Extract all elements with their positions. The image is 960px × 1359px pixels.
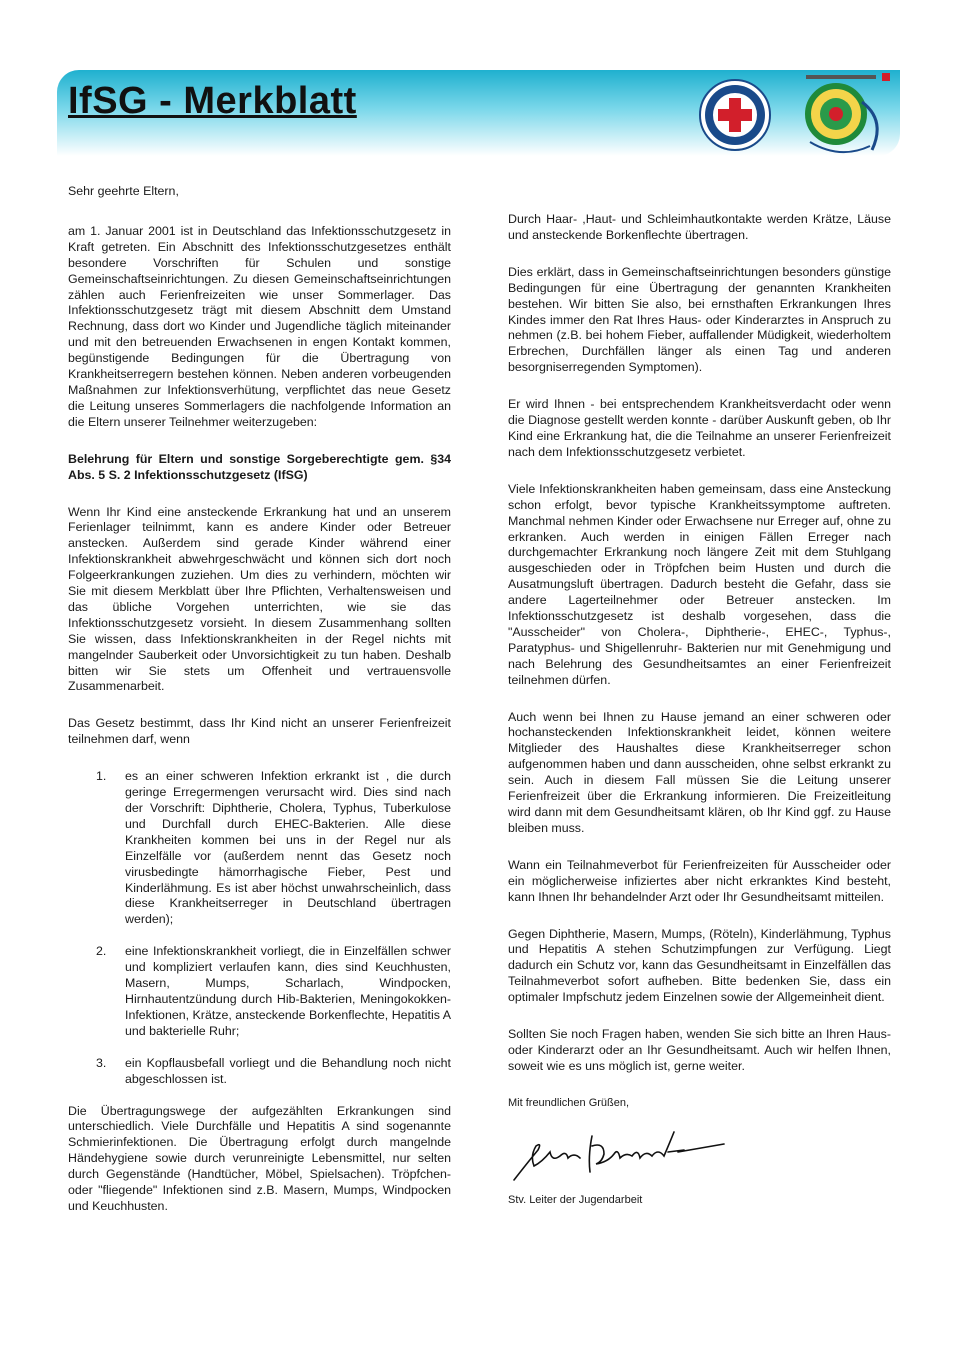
paragraph-doctor: Er wird Ihnen - bei entsprechendem Krankheitsverdacht oder wenn die Diagnose gestellt werden konnte - darüber Auskunft geben, ob Ihr Kind eine Erkrankung hat, die die Teilnahme an unserer Ferienfreizeit nach dem Infektionsschutzgesetz verbietet.: [508, 397, 891, 459]
signer-role: Stv. Leiter der Jugendarbeit: [508, 1193, 643, 1206]
paragraph-ban: Wann ein Teilnahmeverbot für Ferienfreizeiten für Ausscheider oder ein möglicherweise infiziertes aber nicht erkranktes Kind besteht, kann Ihnen Ihr behandelnder Arzt oder Ihr Gesundheitsamt mitteilen.: [508, 857, 891, 904]
list-item: 2. eine Infektionskrankheit vorliegt, die in Einzelfällen schwer und kompliziert verlaufen kann, dies sind Keuchhusten, Masern, Mumps, Scharlach, Windpocken, Hirnhautentzündung durch Hib-Bakterien, Meningokokken-Infektionen, Krätze, ansteckende Borkenflechte, Hepatitis A und bakterielle Ruhr;: [96, 944, 451, 1038]
paragraph-law: Das Gesetz bestimmt, dass Ihr Kind nicht an unserer Ferienfreizeit teilnehmen darf, wenn: [68, 716, 451, 747]
list-item: 1. es an einer schweren Infektion erkrankt ist , die durch geringe Erregermengen verursacht wird. Dies sind nach der Vorschrift: Diphtherie, Cholera, Typhus, Tuberkulose und Durchfall durch EHEC-Bakterien. Alle diese Krankheiten kommen bei uns in der Regel nur als Einzelfälle vor (außerdem nennt das Gesetz noch virusbedingte hämorrhagische Fieber, Pest und Kinderlähmung. Es ist aber höchst unwahrscheinlich, dass diese Krankheitserreger in Deutschland übertragen werden);: [96, 769, 451, 927]
intro-paragraph: am 1. Januar 2001 ist in Deutschland das Infektionsschutzgesetz in Kraft getreten. Ein Abschnitt des Infektionsschutzgesetzes enthält besondere Vorschriften für Schulen und sonstige Gemeinschaftseinrichtungen. Zu diesen Gemeinschaftseinrichtungen zählen auch Ferienfreizeiten wie unser Sommerlager. Das Infektionsschutzgesetz trägt mit diesem Abschnitt dem Umstand Rechnung, dass dort wo Kinder und Jugendliche täglich miteinander und mit den betreuenden Erwachsenen in engen Kontakt kommen, begünstigende Bedingungen für die Übertragung von Krankheitserregern bestehen können. Neben anderen vorbeugenden Maßnahmen zur Infektionsverhütung, verpflichtet das neue Gesetz die Leitung unseres Sommerlagers die nachfolgende Information an die Eltern unserer Teilnehmer weiterzugeben:: [68, 223, 451, 429]
page-title: IfSG - Merkblatt: [68, 80, 357, 122]
paragraph-transmission: Die Übertragungswege der aufgezählten Erkrankungen sind unterschiedlich. Viele Durchfälle und Hepatitis A sind sogenannte Schmierinfektionen. Die Übertragung erfolgt durch mangelnde Händehygiene sowie durch verunreinigte Lebensmittel, nur selten durch Gegenstände (Handtücher, Möbel, Spielsachen). Tröpfchen- oder "fliegende" Infektionen sind z.B. Masern, Mumps, Windpocken und Keuchhusten.: [68, 1103, 451, 1213]
paragraph-household: Auch wenn bei Ihnen zu Hause jemand an einer schweren oder hochansteckenden Infektionskrankheit leidet, können weitere Mitglieder des Haushaltes diese Krankheitserreger schon aufgenommen haben und dann ausscheiden, ohne selbst erkrankt zu sein. Auch in diesem Fall müssen Sie die Leitung unserer Ferienfreizeit über die Erkrankung informieren. Die Freizeitleitung wird dann mit dem Gesundheitsamt klären, ob Ihr Kind ggf. zu Hause bleiben muss.: [508, 709, 891, 835]
red-cross-emblem-icon: [698, 78, 772, 152]
paragraph-questions: Sollten Sie noch Fragen haben, wenden Sie sich bitte an Ihren Haus- oder Kinderarzt oder an Ihr Gesundheitsamt. Auch wir helfen Ihnen, soweit wie es uns möglich ist, gerne weiter.: [508, 1027, 891, 1073]
closing: Mit freundlichen Grüßen,: [508, 1096, 630, 1109]
jugendrotkreuz-logo-icon: [800, 72, 904, 158]
paragraph-risk: Wenn Ihr Kind eine ansteckende Erkrankung hat und an unserem Ferienlager teilnimmt, kann es andere Kinder oder Betreuer anstecken. Außerdem sind gerade Kinder während einer Infektionskrankheit abwehrgeschwächt und können sich dort noch Folgeerkrankungen zuziehen. Um dies zu verhindern, möchten wir Sie mit diesem Merkblatt über Ihre Pflichten, Verhaltensweisen und das übliche Vorgehen unterrichten, wie sie das Infektionsschutzgesetz vorsieht. In diesem Zusammenhang sollten Sie wissen, dass Infektionskrankheiten in der Regel nichts mit mangelnder Sauberkeit oder Unvorsichtigkeit zu tun haben. Deshalb bitten wir Sie stets um Offenheit und vertrauensvolle Zusammenarbeit.: [68, 504, 451, 694]
right-column: [508, 212, 891, 1209]
condition-list: [68, 769, 451, 1087]
list-item: 3. ein Kopflausbefall vorliegt und die Behandlung noch nicht abgeschlossen ist.: [96, 1055, 451, 1086]
left-column: [68, 184, 451, 1215]
paragraph-conditions: Dies erklärt, dass in Gemeinschaftseinrichtungen besonders günstige Bedingungen für eine Übertragung der genannten Krankheiten bestehen. Wir bitten Sie also, bei ernsthaften Erkrankungen Ihres Kindes immer den Rat Ihres Haus- oder Kinderarztes in Anspruch zu nehmen (z.B. bei hohem Fieber, auffallender Müdigkeit, wiederholtem Erbrechen, Durchfällen länger als einen Tag und anderen besorgniserregenden Symptomen).: [508, 264, 891, 375]
paragraph-carriers: Viele Infektionskrankheiten haben gemeinsam, dass eine Ansteckung schon erfolgt, bevor typische Krankheitssymptome auftreten. Manchmal nehmen Kinder oder Erwachsene nur Erreger auf, ohne zu erkranken. Auch werden in einigen Fällen Erreger nach durchgemachter Erkrankung noch längere Zeit mit dem Stuhlgang ausgeschieden oder in Tröpfchen beim Husten und durch die Ausatmungsluft übertragen. Dadurch besteht die Gefahr, dass sie andere Lagerteilnehmer oder Betreuer anstecken. Im Infektionsschutzgesetz ist deshalb vorgesehen, dass die "Ausscheider" von Cholera-, Diphtherie-, EHEC-, Typhus-, Paratyphus- und Shigellenruhr- Bakterien nur mit Genehmigung und nach Belehrung des Gesundheitsamtes an einer Ferienfreizeit teilnehmen dürfen.: [508, 481, 891, 687]
paragraph-vaccination: Gegen Diphtherie, Masern, Mumps, (Röteln), Kinderlähmung, Typhus und Hepatitis A stehen Schutzimpfungen zur Verfügung. Liegt dadurch ein Schutz vor, kann das Gesundheitsamt in Einzelfällen das Teilnahmeverbot sofort aufheben. Bitte bedenken Sie, dass ein optimaler Impfschutz jedem Einzelnen sowie der Allgemeinheit dient.: [508, 926, 891, 1005]
signature-icon: [508, 1122, 738, 1186]
section-heading: Belehrung für Eltern und sonstige Sorgeberechtigte gem. §34 Abs. 5 S. 2 Infektionsschutzgesetz (IfSG): [68, 451, 451, 482]
paragraph-contact: Durch Haar- ,Haut- und Schleimhautkontakte werden Krätze, Läuse und ansteckende Borkenflechte übertragen.: [508, 212, 891, 242]
salutation: Sehr geehrte Eltern,: [68, 184, 179, 198]
